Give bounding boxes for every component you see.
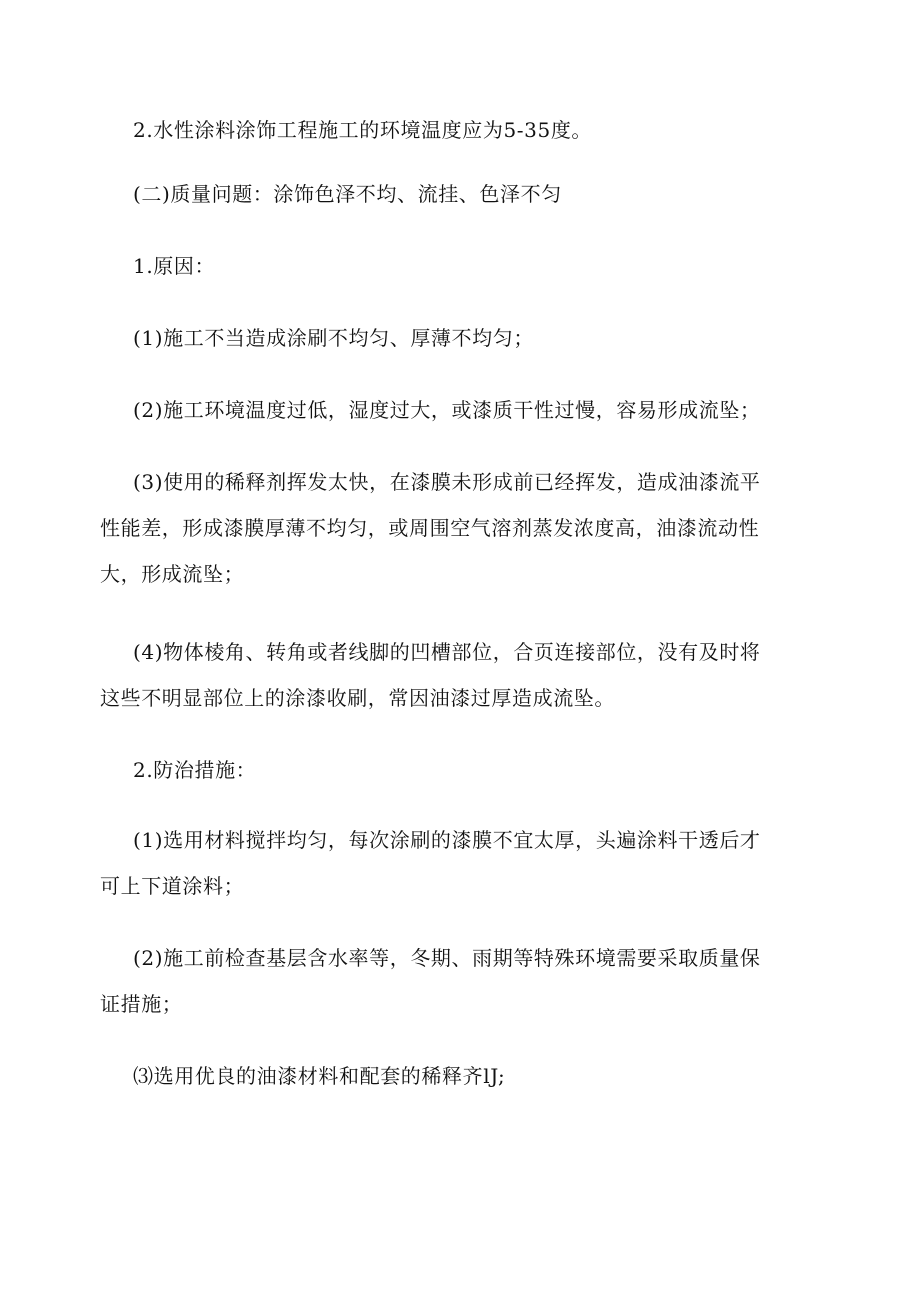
text-line: 大，形成流坠； bbox=[100, 562, 245, 586]
text-line: 2.防治措施： bbox=[133, 758, 257, 782]
text-line: (2)施工环境温度过低，湿度过大，或漆质干性过慢，容易形成流坠； bbox=[133, 398, 761, 422]
prevention-item-2 bbox=[100, 938, 793, 1024]
text-line: 性能差，形成漆膜厚薄不均匀，或周围空气溶剂蒸发浓度高，油漆流动性 bbox=[100, 516, 760, 540]
text-line: 证措施； bbox=[100, 992, 183, 1016]
text-line: 2.水性涂料涂饰工程施工的环境温度应为5-35度。 bbox=[133, 118, 593, 142]
text-line: (1)施工不当造成涂刷不均匀、厚薄不均匀； bbox=[133, 326, 534, 350]
cause-item-4 bbox=[100, 632, 793, 718]
text-line: (4)物体棱角、转角或者线脚的凹槽部位，合页连接部位，没有及时将 bbox=[133, 640, 761, 664]
cause-item-1 bbox=[133, 318, 793, 358]
text-line: (2)施工前检查基层含水率等，冬期、雨期等特殊环境需要采取质量保 bbox=[133, 946, 761, 970]
prevention-item-3 bbox=[133, 1056, 793, 1096]
text-line: 可上下道涂料； bbox=[100, 874, 245, 898]
prevention-item-1 bbox=[100, 820, 793, 906]
subheading-prevention bbox=[133, 750, 793, 790]
text-line: (二)质量问题：涂饰色泽不均、流挂、色泽不匀 bbox=[133, 182, 562, 206]
section-heading-quality-problem bbox=[133, 174, 793, 214]
text-line: ⑶选用优良的油漆材料和配套的稀释齐lJ; bbox=[133, 1064, 506, 1088]
text-line: 这些不明显部位上的涂漆收刷，常因油漆过厚造成流坠。 bbox=[100, 686, 615, 710]
text-line: 1.原因： bbox=[133, 254, 216, 278]
paragraph-temperature bbox=[133, 110, 793, 150]
text-line: (1)选用材料搅拌均匀，每次涂刷的漆膜不宜太厚，头遍涂料干透后才 bbox=[133, 828, 761, 852]
subheading-causes bbox=[133, 246, 793, 286]
cause-item-3 bbox=[100, 462, 793, 594]
text-line: (3)使用的稀释剂挥发太快，在漆膜未形成前已经挥发，造成油漆流平 bbox=[133, 470, 761, 494]
cause-item-2 bbox=[133, 390, 793, 430]
